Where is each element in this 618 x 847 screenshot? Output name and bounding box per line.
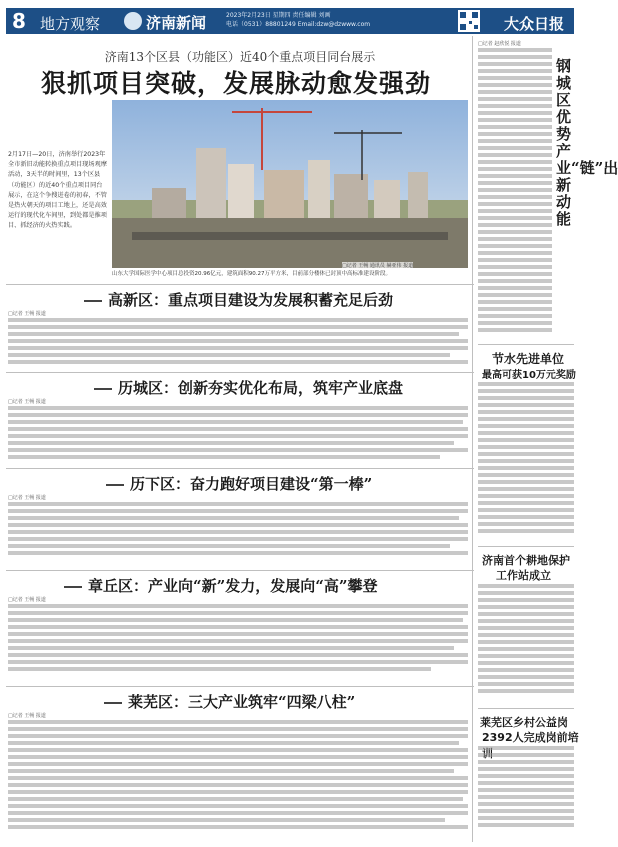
photo-caption: 山东大学国际医学中心项目总投资20.96亿元，建筑面积90.27万平方米，目前部分楼体已封顶中高标准建设阶段。	[112, 271, 391, 277]
jinan-logo-icon	[124, 12, 142, 30]
lead-kicker: 济南13个区县（功能区）近40个重点项目同台展示	[104, 50, 376, 64]
section-heading-gaoxin: 高新区：重点项目建设为发展积蓄充足后劲	[78, 289, 393, 310]
photo-credit: □记者 王畅 通讯员 赫亚伟 报道	[342, 263, 414, 269]
sidebar-story3-subtitle: 工作站成立	[496, 569, 551, 582]
page-number: 8	[12, 9, 26, 33]
section-divider	[6, 468, 474, 469]
section-byline-laiwu: □记者 王畅 报道	[8, 713, 46, 719]
lead-intro: 2月17日—20日，济南举行2023年全市新旧动能转换重点项目现场观摩活动，3天半的时间里，13个区县（功能区）的近40个重点项目同台展示，在这个争搜迸卷的初春，不管是热火朝天的项目工地上，还是高效运行的现代化车间里，到处都是推项目、抓经济的火热实践。	[8, 151, 107, 230]
sidebar-divider	[478, 546, 574, 547]
masthead-meta	[226, 11, 370, 29]
section-divider	[6, 372, 474, 373]
section-body-lixia	[8, 502, 468, 564]
sidebar-story2-title: 节水先进单位	[492, 352, 565, 366]
sidebar-story2-subtitle: 最高可获10万元奖励	[482, 370, 576, 381]
section-divider	[6, 284, 474, 285]
section-name: 地方观察	[40, 15, 101, 33]
section-byline-gaoxin: □记者 王畅 报道	[8, 311, 46, 317]
sub-section-name: 济南新闻	[146, 14, 207, 32]
section-heading-laiwu: 莱芜区：三大产业筑牢“四梁八柱”	[98, 691, 355, 712]
sidebar-story4-body	[478, 746, 574, 840]
section-body-licheng	[8, 406, 468, 462]
sidebar-story4-title: 莱芜区乡村公益岗	[480, 716, 568, 729]
section-heading-lixia: 历下区：奋力跑好项目建设“第一棒”	[100, 473, 372, 494]
photo-illustration	[112, 100, 468, 268]
construction-site-photo	[112, 100, 468, 268]
sidebar-story4-subtitle: 2392人完成岗前培	[482, 731, 579, 744]
column-rule	[472, 36, 473, 842]
section-body-laiwu	[8, 720, 468, 840]
qr-code-icon	[458, 10, 480, 32]
masthead-bar	[6, 8, 574, 34]
sidebar-byline: □记者 赵欣悦 报道	[478, 41, 521, 47]
section-heading-zhangqiu: 章丘区：产业向“新”发力，发展向“高”攀登	[58, 575, 378, 596]
section-byline-lixia: □记者 王畅 报道	[8, 495, 46, 501]
meta-contact-line: 电话（0531）88801249 Email:dzw@dzwww.com	[226, 21, 371, 28]
section-byline-zhangqiu: □记者 王畅 报道	[8, 597, 46, 603]
section-body-zhangqiu	[8, 604, 468, 680]
sidebar-divider	[478, 344, 574, 345]
section-divider	[6, 570, 474, 571]
sidebar-story2-body	[478, 382, 574, 542]
sidebar-story3-title: 济南首个耕地保护	[482, 554, 570, 567]
section-divider	[6, 686, 474, 687]
lead-headline: 狠抓项目突破，发展脉动愈发强劲	[40, 69, 431, 98]
sidebar-story3-body	[478, 584, 574, 704]
sidebar-vertical-headline: 钢城区优势产业“链”出新动能	[556, 57, 618, 228]
sidebar-story-body	[478, 48, 552, 338]
section-body-gaoxin	[8, 318, 468, 368]
section-byline-licheng: □记者 王畅 报道	[8, 399, 46, 405]
newspaper-brand: 大众日报	[503, 15, 564, 33]
sidebar-divider	[478, 708, 574, 709]
meta-date-line: 2023年2月23日 星期四 责任编辑 刘画	[226, 12, 331, 19]
section-heading-licheng: 历城区：创新夯实优化布局，筑牢产业底盘	[88, 377, 403, 398]
